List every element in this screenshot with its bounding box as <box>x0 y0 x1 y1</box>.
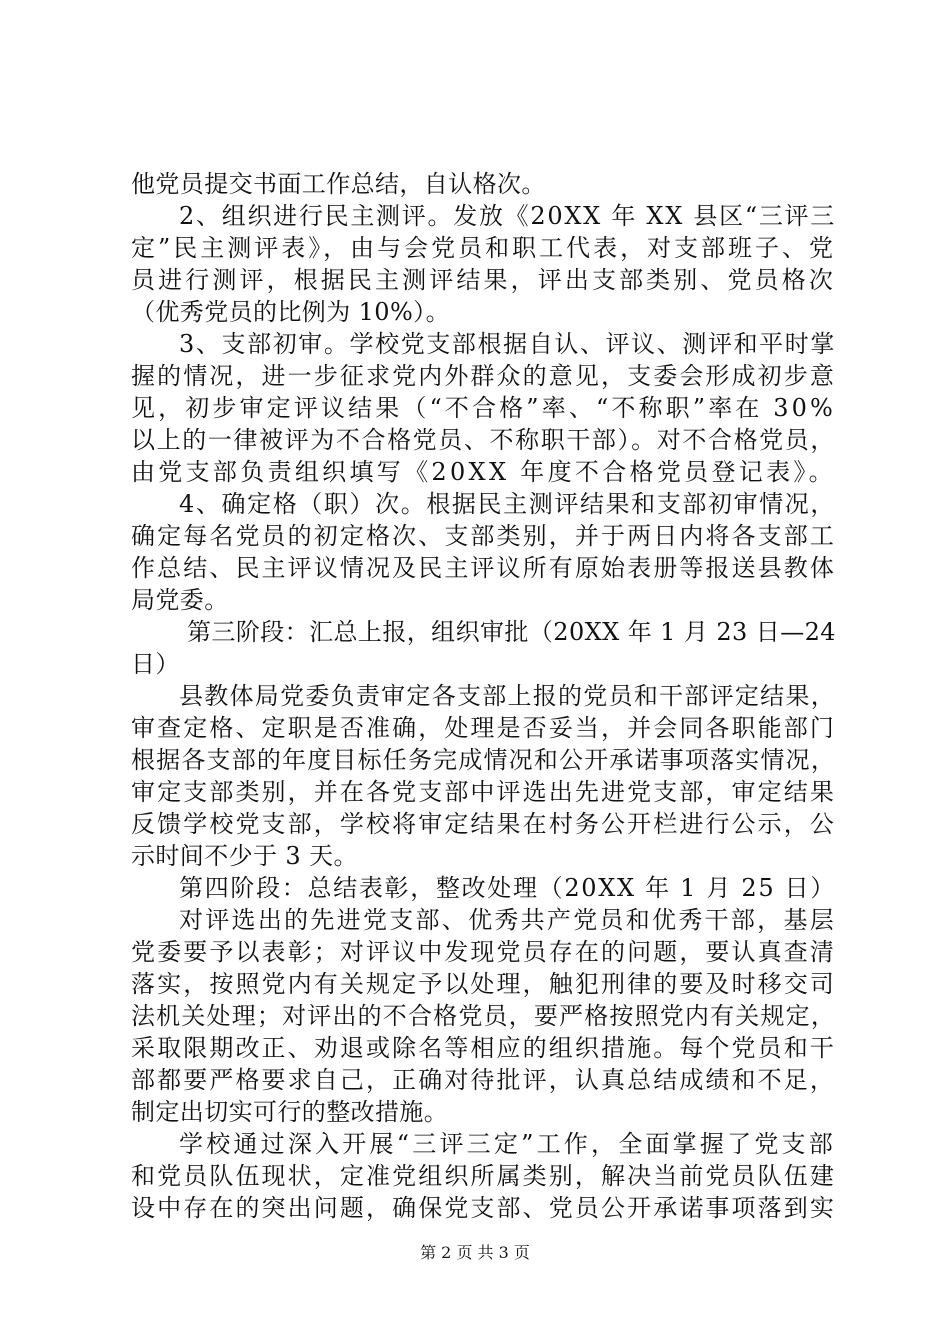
text-line: 采取限期改正、劝退或除名等相应的组织措施。每个党员和干 <box>131 1034 836 1062</box>
text-line: 定”民主测评表》，由与会党员和职工代表，对支部班子、党 <box>131 234 836 262</box>
page-number-footer: 第 2 页 共 3 页 <box>420 1243 530 1262</box>
text-line: 确定每名党员的初定格次、支部类别，并于两日内将各支部工 <box>131 522 836 550</box>
text-line: 3、支部初审。学校党支部根据自认、评议、测评和平时掌 <box>179 330 836 358</box>
text-line: 县教体局党委负责审定各支部上报的党员和干部评定结果， <box>179 682 836 710</box>
text-line: 以上的一律被评为不合格党员、不称职干部）。对不合格党员， <box>131 426 836 454</box>
text-line: 局党委。 <box>131 586 229 614</box>
text-line: 示时间不少于 3 天。 <box>131 842 358 870</box>
text-line: 2、组织进行民主测评。发放《20XX 年 XX 县区“三评三 <box>179 202 836 230</box>
text-line: 根据各支部的年度目标任务完成情况和公开承诺事项落实情况， <box>131 746 836 774</box>
text-line: 作总结、民主评议情况及民主评议所有原始表册等报送县教体 <box>131 554 836 582</box>
text-line: （优秀党员的比例为 10%）。 <box>131 298 450 326</box>
text-line: 学校通过深入开展“三评三定”工作，全面掌握了党支部 <box>179 1130 836 1158</box>
text-line: 第四阶段：总结表彰，整改处理（20XX 年 1 月 25 日） <box>179 874 836 902</box>
text-line: 见，初步审定评议结果（“不合格”率、“不称职”率在 30% <box>131 394 836 422</box>
text-line: 4、确定格（职）次。根据民主测评结果和支部初审情况， <box>179 490 836 518</box>
text-line: 设中存在的突出问题，确保党支部、党员公开承诺事项落到实 <box>131 1194 836 1222</box>
text-line: 他党员提交书面工作总结，自认格次。 <box>131 170 546 198</box>
text-line: 部都要严格要求自己，正确对待批评，认真总结成绩和不足， <box>131 1066 836 1094</box>
text-line: 日） <box>131 650 180 678</box>
text-line: 员进行测评，根据民主测评结果，评出支部类别、党员格次 <box>131 266 836 294</box>
text-line: 握的情况，进一步征求党内外群众的意见，支委会形成初步意 <box>131 362 836 390</box>
text-line: 党委要予以表彰；对评议中发现党员存在的问题，要认真查清 <box>131 938 836 966</box>
text-line: 落实，按照党内有关规定予以处理，触犯刑律的要及时移交司 <box>131 970 836 998</box>
text-line: 制定出切实可行的整改措施。 <box>131 1098 449 1126</box>
text-line: 审定支部类别，并在各党支部中评选出先进党支部，审定结果 <box>131 778 836 806</box>
document-body <box>131 168 836 1224</box>
text-line: 第三阶段：汇总上报，组织审批（20XX 年 1 月 23 日—24 <box>187 618 836 646</box>
text-line: 由党支部负责组织填写《20XX 年度不合格党员登记表》。 <box>131 458 836 486</box>
text-line: 审查定格、定职是否准确，处理是否妥当，并会同各职能部门 <box>131 714 836 742</box>
text-line: 和党员队伍现状，定准党组织所属类别，解决当前党员队伍建 <box>131 1162 836 1190</box>
text-line: 反馈学校党支部，学校将审定结果在村务公开栏进行公示，公 <box>131 810 836 838</box>
text-line: 法机关处理；对评出的不合格党员，要严格按照党内有关规定， <box>131 1002 836 1030</box>
text-line: 对评选出的先进党支部、优秀共产党员和优秀干部，基层 <box>179 906 836 934</box>
